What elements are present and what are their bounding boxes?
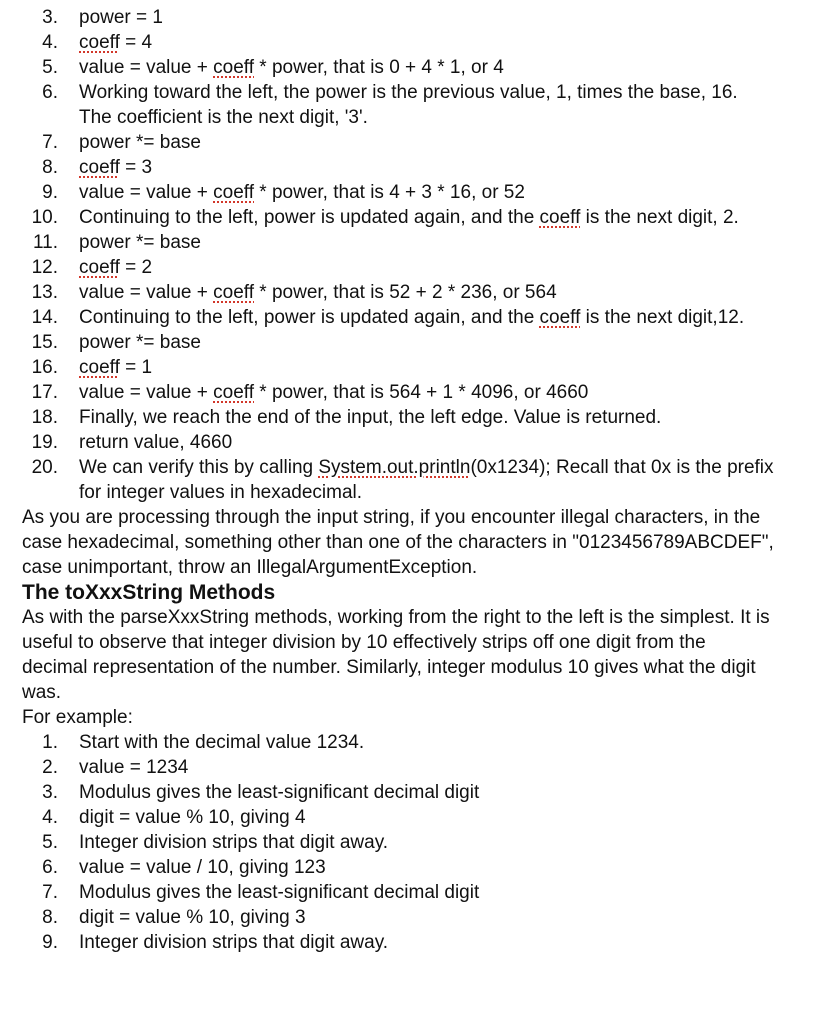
list-item — [0, 155, 814, 180]
list-number: 7. — [42, 882, 58, 903]
list-item — [0, 380, 814, 405]
list-text: (0x1234); Recall that 0x is the prefix for integer values in hexadecimal. — [79, 457, 774, 503]
list-text: return value, 4660 — [79, 432, 233, 453]
list-number: 11. — [32, 232, 58, 253]
intro-paragraph: As with the parseXxxString methods, working from the right to the left is the simplest. It is useful to observe that integer division by 10 effectively strips off one digit from the decimal representation of the number. Similarly, integer modulus 10 gives what the digit was. — [22, 607, 770, 703]
spellcheck-flagged-word: coeff — [539, 207, 581, 228]
section-heading: The toXxxString Methods — [22, 581, 276, 604]
list-item — [0, 330, 814, 355]
list-number: 4. — [42, 32, 58, 53]
list-item — [0, 180, 814, 205]
spellcheck-flagged-word: coeff — [213, 182, 255, 203]
list-text: digit = value % 10, giving 3 — [79, 907, 306, 928]
list-number: 9. — [42, 182, 58, 203]
list-text: Continuing to the left, power is updated again, and the — [79, 207, 540, 228]
list-item — [0, 430, 814, 455]
list-text: * power, that is 52 + 2 * 236, or 564 — [254, 282, 557, 303]
list-item — [0, 855, 814, 880]
list-number: 8. — [42, 157, 58, 178]
example-label: For example: — [22, 707, 133, 728]
spellcheck-flagged-word: coeff — [539, 307, 581, 328]
list-item — [0, 305, 814, 330]
list-text: power = 1 — [79, 7, 163, 28]
list-item — [0, 755, 814, 780]
list-item — [0, 130, 814, 155]
list-item — [0, 55, 814, 80]
spellcheck-flagged-word: coeff — [79, 32, 120, 53]
list-number: 17. — [31, 382, 58, 403]
list-number: 5. — [42, 832, 58, 853]
list-text: Modulus gives the least-significant decimal digit — [79, 882, 480, 903]
list-number: 19. — [31, 432, 58, 453]
list-number: 6. — [42, 857, 58, 878]
list-text: power *= base — [79, 332, 201, 353]
tostring-steps-list — [0, 730, 814, 955]
spellcheck-flagged-word: coeff — [79, 257, 120, 278]
list-item — [0, 30, 814, 55]
list-number: 9. — [42, 932, 58, 953]
list-item — [0, 5, 814, 30]
list-item — [0, 280, 814, 305]
list-number: 15. — [31, 332, 58, 353]
list-text: value = value / 10, giving 123 — [79, 857, 326, 878]
list-text: Continuing to the left, power is updated again, and the — [79, 307, 540, 328]
spellcheck-flagged-word: coeff — [79, 157, 120, 178]
list-item — [0, 905, 814, 930]
list-text: * power, that is 0 + 4 * 1, or 4 — [254, 57, 504, 78]
spellcheck-flagged-word: coeff — [213, 282, 255, 303]
list-number: 18. — [31, 407, 58, 428]
list-text: Integer division strips that digit away. — [79, 832, 389, 853]
list-text: = 3 — [119, 157, 153, 178]
list-item — [0, 405, 814, 430]
list-text: Integer division strips that digit away. — [79, 932, 389, 953]
list-text: is the next digit, 2. — [580, 207, 739, 228]
parse-steps-list — [0, 5, 814, 505]
list-text: Modulus gives the least-significant decimal digit — [79, 782, 480, 803]
list-item — [0, 805, 814, 830]
list-item — [0, 230, 814, 255]
list-number: 8. — [42, 907, 58, 928]
spellcheck-flagged-word: coeff — [213, 382, 255, 403]
list-item — [0, 930, 814, 955]
list-text: value = value + — [79, 282, 214, 303]
list-text: digit = value % 10, giving 4 — [79, 807, 306, 828]
list-text: value = 1234 — [79, 757, 189, 778]
list-text: Finally, we reach the end of the input, the left edge. Value is returned. — [79, 407, 662, 428]
list-text: * power, that is 4 + 3 * 16, or 52 — [254, 182, 525, 203]
list-number: 4. — [42, 807, 58, 828]
list-number: 10. — [31, 207, 58, 228]
list-item — [0, 255, 814, 280]
spellcheck-flagged-word: System.out.println — [318, 457, 471, 478]
list-item — [0, 205, 814, 230]
list-text: Start with the decimal value 1234. — [79, 732, 365, 753]
list-number: 5. — [42, 57, 58, 78]
list-number: 7. — [42, 132, 58, 153]
list-text: * power, that is 564 + 1 * 4096, or 4660 — [254, 382, 589, 403]
list-number: 3. — [42, 7, 58, 28]
list-text: value = value + — [79, 382, 214, 403]
list-text: We can verify this by calling — [79, 457, 319, 478]
list-text: = 4 — [119, 32, 153, 53]
list-text: = 2 — [119, 257, 153, 278]
list-item — [0, 880, 814, 905]
list-item — [0, 355, 814, 380]
list-number: 13. — [31, 282, 58, 303]
list-text: Working toward the left, the power is the previous value, 1, times the base, 16. The coefficient is the next digit, '3'. — [79, 82, 738, 128]
list-item — [0, 780, 814, 805]
list-item — [0, 730, 814, 755]
list-item — [0, 455, 814, 505]
list-number: 14. — [31, 307, 58, 328]
list-number: 12. — [31, 257, 58, 278]
illegal-characters-paragraph: As you are processing through the input string, if you encounter illegal characters, in the case hexadecimal, something other than one of the characters in "0123456789ABCDEF", case unimportant, throw an IllegalArgumentException. — [22, 507, 774, 578]
list-text: is the next digit,12. — [580, 307, 745, 328]
list-number: 16. — [31, 357, 58, 378]
spellcheck-flagged-word: coeff — [213, 57, 255, 78]
list-text: = 1 — [119, 357, 153, 378]
list-number: 2. — [42, 757, 58, 778]
list-text: value = value + — [79, 182, 214, 203]
list-text: power *= base — [79, 232, 201, 253]
list-item — [0, 830, 814, 855]
list-item — [0, 80, 814, 130]
list-number: 3. — [42, 782, 58, 803]
spellcheck-flagged-word: coeff — [79, 357, 120, 378]
list-number: 1. — [42, 732, 58, 753]
list-number: 6. — [42, 82, 58, 103]
list-text: value = value + — [79, 57, 214, 78]
list-number: 20. — [31, 457, 58, 478]
list-text: power *= base — [79, 132, 201, 153]
